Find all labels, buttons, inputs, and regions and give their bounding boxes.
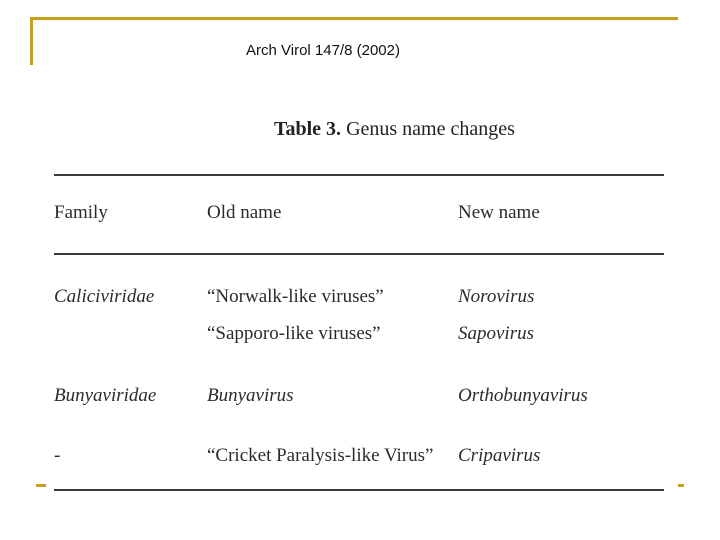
header-old-name: Old name xyxy=(207,202,282,223)
row-1-new-name: Norovirus xyxy=(458,286,535,307)
row-3-new-name: Orthobunyavirus xyxy=(458,385,588,406)
slide-frame-dash-left xyxy=(36,484,46,487)
table-title-text: Genus name changes xyxy=(346,118,515,140)
table-title xyxy=(274,118,515,141)
row-1-old-name: “Norwalk-like viruses” xyxy=(207,286,384,307)
table-bottom-rule xyxy=(54,489,664,491)
row-1-family: Caliciviridae xyxy=(54,286,155,307)
row-4-new-name: Cripavirus xyxy=(458,445,541,466)
slide-frame-dash-right xyxy=(678,484,684,487)
row-4-family: - xyxy=(54,445,61,466)
slide-frame-left xyxy=(30,17,33,65)
table-title-label: Table 3. xyxy=(274,118,342,140)
row-3-old-name: Bunyavirus xyxy=(207,385,294,406)
row-3-family: Bunyaviridae xyxy=(54,385,157,406)
citation: Arch Virol 147/8 (2002) xyxy=(246,42,400,59)
header-new-name: New name xyxy=(458,202,540,223)
header-family: Family xyxy=(54,202,108,223)
slide-frame-top xyxy=(30,17,678,20)
table-top-rule xyxy=(54,174,664,176)
row-2-new-name: Sapovirus xyxy=(458,323,534,344)
row-2-old-name: “Sapporo-like viruses” xyxy=(207,323,381,344)
row-4-old-name: “Cricket Paralysis-like Virus” xyxy=(207,445,434,466)
table-header-rule xyxy=(54,253,664,255)
